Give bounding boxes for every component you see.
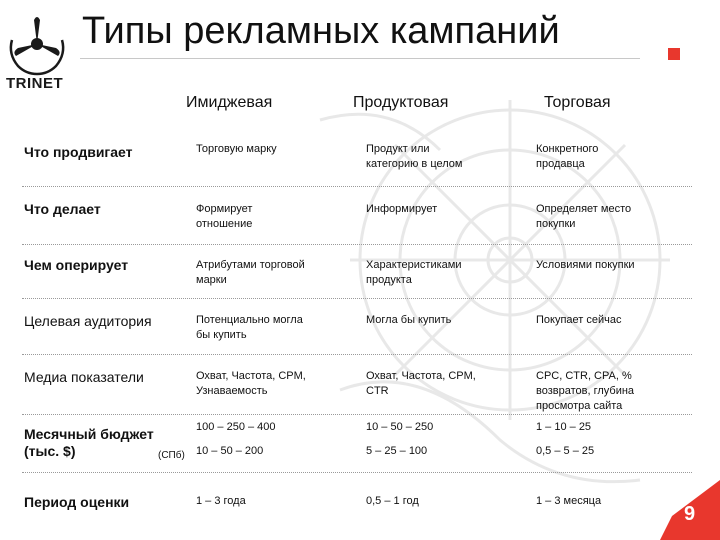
row-divider <box>22 186 692 187</box>
row-divider <box>22 244 692 245</box>
row-divider <box>22 354 692 355</box>
cell-budget-bottom-trade: 0,5 – 5 – 25 <box>536 445 595 457</box>
row-label-budget: Месячный бюджет (тыс. $) <box>24 426 154 459</box>
accent-square <box>668 48 680 60</box>
cell-budget-top-trade: 1 – 10 – 25 <box>536 421 592 433</box>
cell-media-product: Охват, Частота, CPM, CTR <box>366 370 476 397</box>
cell-media-image: Охват, Частота, CPM, Узнаваемость <box>196 370 306 397</box>
cell-media-trade: CPC, CTR, CPA, % возвратов, глубина просмотра сайта <box>536 370 635 412</box>
row-divider <box>22 414 692 415</box>
cell-audience-image: Потенциально могла бы купить <box>196 314 303 341</box>
title-divider <box>80 58 640 59</box>
cell-period-trade: 1 – 3 месяца <box>536 495 602 507</box>
cell-period-product: 0,5 – 1 год <box>366 495 419 507</box>
cell-audience-product: Могла бы купить <box>366 314 452 326</box>
cell-operates-image: Атрибутами торговой марки <box>196 259 305 286</box>
cell-audience-trade: Покупает сейчас <box>536 314 622 326</box>
cell-does-image: Формирует отношение <box>196 203 253 230</box>
page-number: 9 <box>684 503 696 525</box>
row-label-media: Медиа показатели <box>24 369 144 385</box>
cell-budget-bottom-product: 5 – 25 – 100 <box>366 445 428 457</box>
cell-period-image: 1 – 3 года <box>196 495 246 507</box>
row-label-operates: Чем оперирует <box>24 257 129 273</box>
row-label-promotes: Что продвигает <box>24 144 133 160</box>
cell-promotes-product: Продукт или категорию в целом <box>366 143 463 170</box>
row-divider <box>22 298 692 299</box>
row-divider <box>22 472 692 473</box>
cell-budget-top-image: 100 – 250 – 400 <box>196 421 276 433</box>
cell-promotes-trade: Конкретного продавца <box>536 143 599 170</box>
cell-promotes-image: Торговую марку <box>196 143 277 155</box>
cell-budget-top-product: 10 – 50 – 250 <box>366 421 434 433</box>
column-header-trade: Торговая <box>544 94 611 111</box>
cell-operates-trade: Условиями покупки <box>536 259 635 271</box>
cell-does-product: Информирует <box>366 203 438 215</box>
column-header-image: Имиджевая <box>186 94 273 111</box>
cell-budget-bottom-image: 10 – 50 – 200 <box>196 445 264 457</box>
logo-text: TRINET <box>6 75 64 92</box>
cell-operates-product: Характеристиками продукта <box>366 259 462 286</box>
budget-note: (СПб) <box>158 450 185 461</box>
page-title: Типы рекламных кампаний <box>82 10 560 52</box>
cell-does-trade: Определяет место покупки <box>536 203 632 230</box>
row-label-period: Период оценки <box>24 494 130 510</box>
row-label-audience: Целевая аудитория <box>24 313 152 329</box>
column-header-product: Продуктовая <box>353 94 449 111</box>
row-label-does: Что делает <box>24 201 101 217</box>
